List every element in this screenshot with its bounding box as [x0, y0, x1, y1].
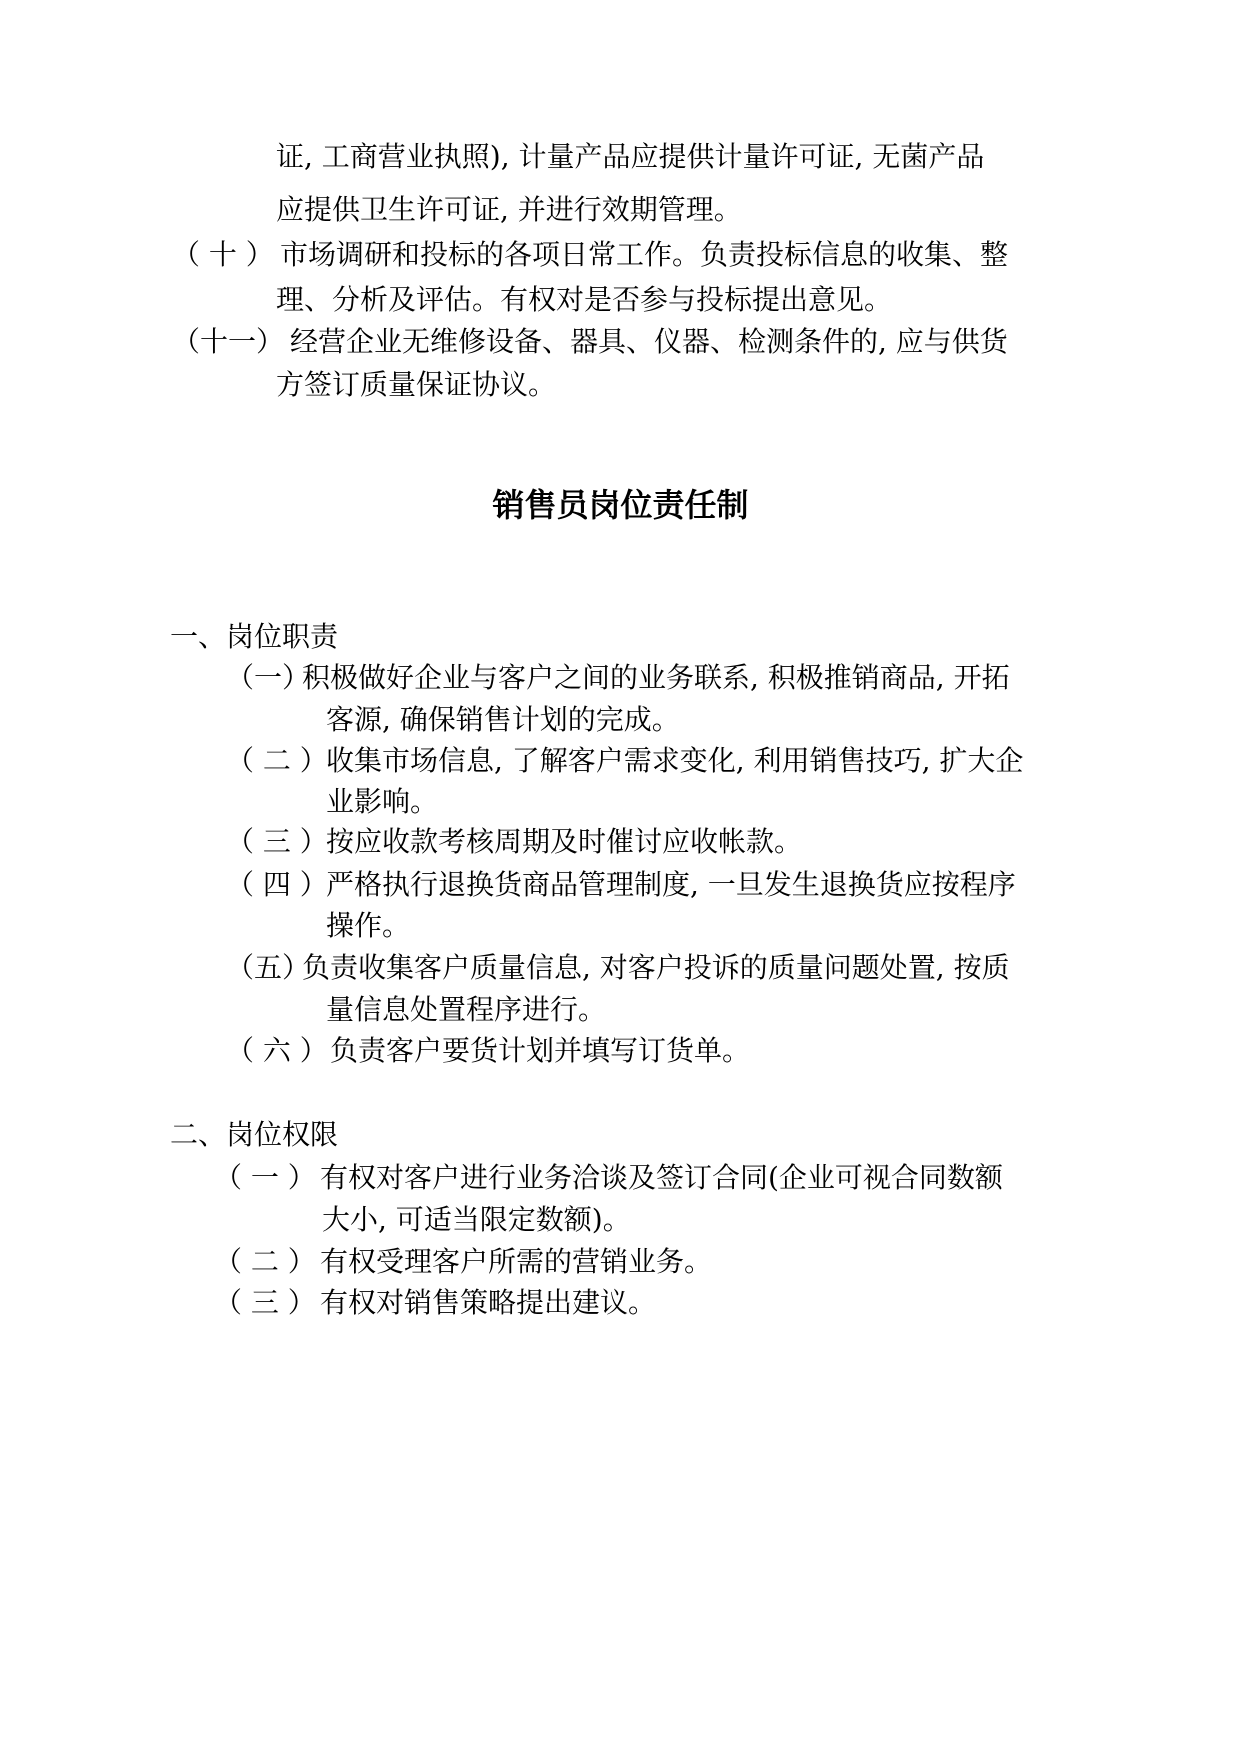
- item-11-line-2: 方签订质量保证协议。: [276, 368, 557, 401]
- duty-number-1: （一）: [226, 661, 311, 694]
- duty-number-5: （五）: [226, 951, 311, 984]
- authority-1-line-1: 有权对客户进行业务洽谈及签订合同(企业可视合同数额: [320, 1161, 1003, 1194]
- item-10-line-2: 理、分析及评估。有权对是否参与投标提出意见。: [276, 283, 893, 316]
- item-11-line-1: 经营企业无维修设备、器具、仪器、检测条件的, 应与供货: [290, 325, 1008, 358]
- authority-number-1: （ 一 ）: [214, 1161, 316, 1194]
- duty-3-line-1: 按应收款考核周期及时催讨应收帐款。: [326, 825, 803, 858]
- duty-5-line-1: 负责收集客户质量信息, 对客户投诉的质量问题处置, 按质: [302, 951, 1010, 984]
- duty-4-line-1: 严格执行退换货商品管理制度, 一旦发生退换货应按程序: [326, 868, 1016, 901]
- authority-3-line-1: 有权对销售策略提出建议。: [320, 1286, 657, 1319]
- continued-text-line-2: 应提供卫生许可证, 并进行效期管理。: [276, 193, 742, 226]
- authority-number-2: （ 二 ）: [214, 1245, 316, 1278]
- item-10-line-1: 市场调研和投标的各项日常工作。负责投标信息的收集、整: [280, 238, 1009, 271]
- duty-6-line-1: 负责客户要货计划并填写订货单。: [330, 1034, 751, 1067]
- duty-number-4: （ 四 ）: [226, 868, 328, 901]
- section-heading-duties: 一、岗位职责: [170, 620, 339, 653]
- authority-1-line-2: 大小, 可适当限定数额)。: [322, 1203, 631, 1236]
- continued-text-line-1: 证, 工商营业执照), 计量产品应提供计量许可证, 无菌产品: [276, 140, 985, 173]
- section-heading-authority: 二、岗位权限: [170, 1118, 339, 1151]
- duty-2-line-1: 收集市场信息, 了解客户需求变化, 利用销售技巧, 扩大企: [326, 744, 1024, 777]
- item-number-10: （ 十 ）: [172, 238, 274, 271]
- authority-number-3: （ 三 ）: [214, 1286, 316, 1319]
- duty-number-2: （ 二 ）: [226, 744, 328, 777]
- duty-1-line-2: 客源, 确保销售计划的完成。: [326, 703, 680, 736]
- duty-4-line-2: 操作。: [326, 909, 411, 942]
- duty-1-line-1: 积极做好企业与客户之间的业务联系, 积极推销商品, 开拓: [302, 661, 1010, 694]
- duty-number-3: （ 三 ）: [226, 825, 328, 858]
- duty-2-line-2: 业影响。: [326, 785, 439, 818]
- page-title: 销售员岗位责任制: [492, 486, 749, 524]
- duty-number-6: （ 六 ）: [226, 1034, 328, 1067]
- item-number-11: （十一）: [172, 325, 285, 358]
- authority-2-line-1: 有权受理客户所需的营销业务。: [320, 1245, 713, 1278]
- duty-5-line-2: 量信息处置程序进行。: [326, 993, 607, 1026]
